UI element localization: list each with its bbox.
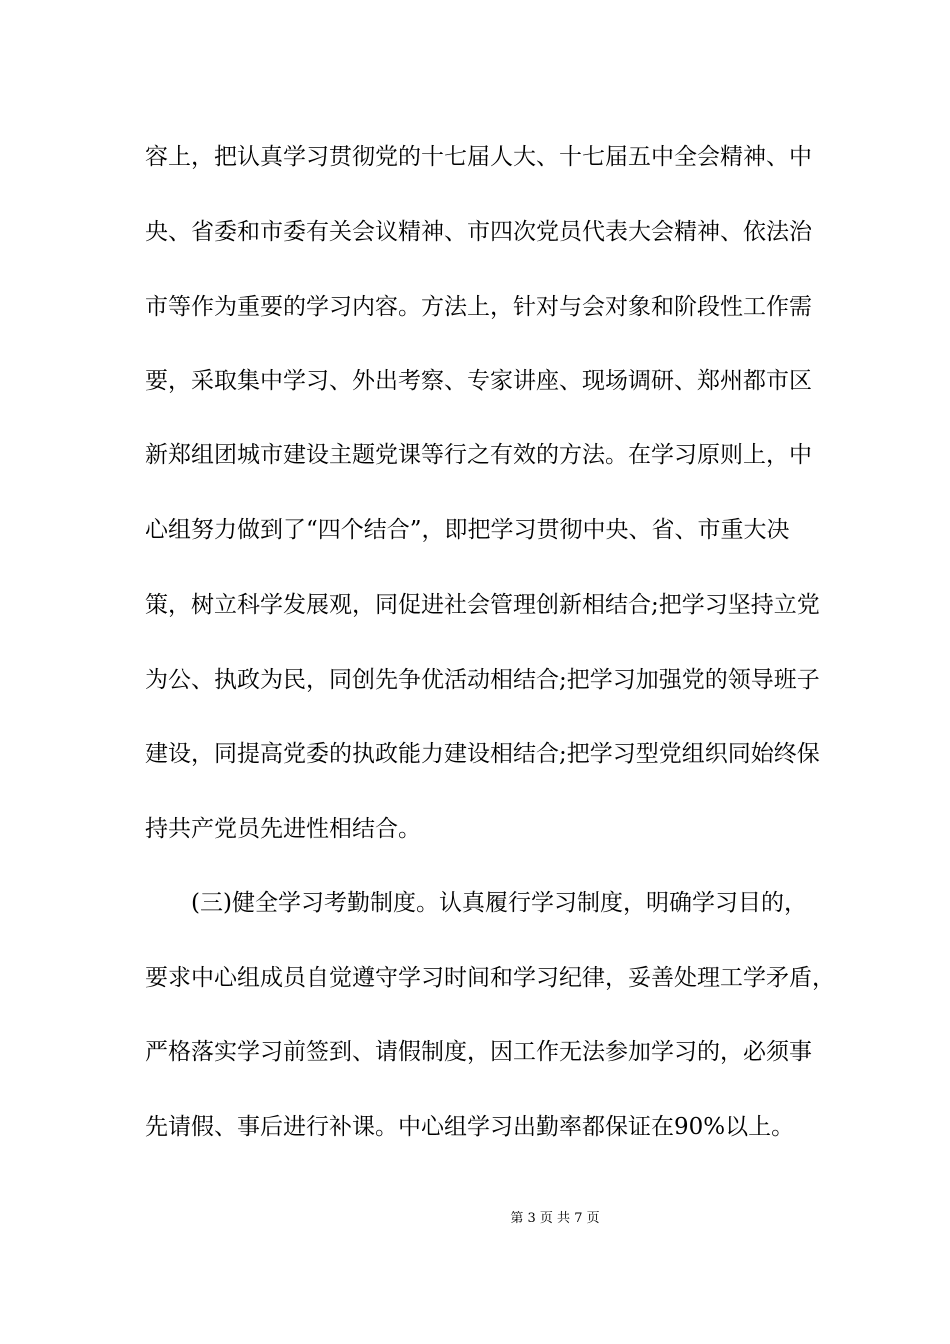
body-text-line: 建设，同提高党委的执政能力建设相结合;把学习型党组织同始终保 (145, 741, 820, 767)
body-text-line: 严格落实学习前签到、请假制度，因工作无法参加学习的，必须事 (145, 1039, 812, 1065)
body-text-line: 要，采取集中学习、外出考察、专家讲座、现场调研、郑州都市区 (145, 368, 812, 394)
body-text-line: 要求中心组成员自觉遵守学习时间和学习纪律，妥善处理工学矛盾， (145, 965, 835, 991)
body-text-line: 央、省委和市委有关会议精神、市四次党员代表大会精神、依法治 (145, 219, 812, 245)
page-number: 第 3 页 共 7 页 (510, 1211, 600, 1226)
page-footer (0, 1210, 950, 1228)
body-text-line: 新郑组团城市建设主题党课等行之有效的方法。在学习原则上，中 (145, 442, 812, 468)
body-text-line: 策，树立科学发展观，同促进社会管理创新相结合;把学习坚持立党 (145, 592, 820, 618)
paragraph-heading-line: (三)健全学习考勤制度。认真履行学习制度，明确学习目的， (145, 890, 807, 916)
body-text-line: 持共产党员先进性相结合。 (145, 816, 421, 842)
body-text-line: 心组努力做到了“四个结合”，即把学习贯彻中央、省、市重大决 (145, 517, 790, 543)
body-text-line: 市等作为重要的学习内容。方法上，针对与会对象和阶段性工作需 (145, 294, 812, 320)
body-text-line: 容上，把认真学习贯彻党的十七届人大、十七届五中全会精神、中 (145, 144, 812, 170)
body-text-line: 先请假、事后进行补课。中心组学习出勤率都保证在90%以上。 (145, 1114, 795, 1140)
body-text-line: 为公、执政为民，同创先争优活动相结合;把学习加强党的领导班子 (145, 667, 820, 693)
